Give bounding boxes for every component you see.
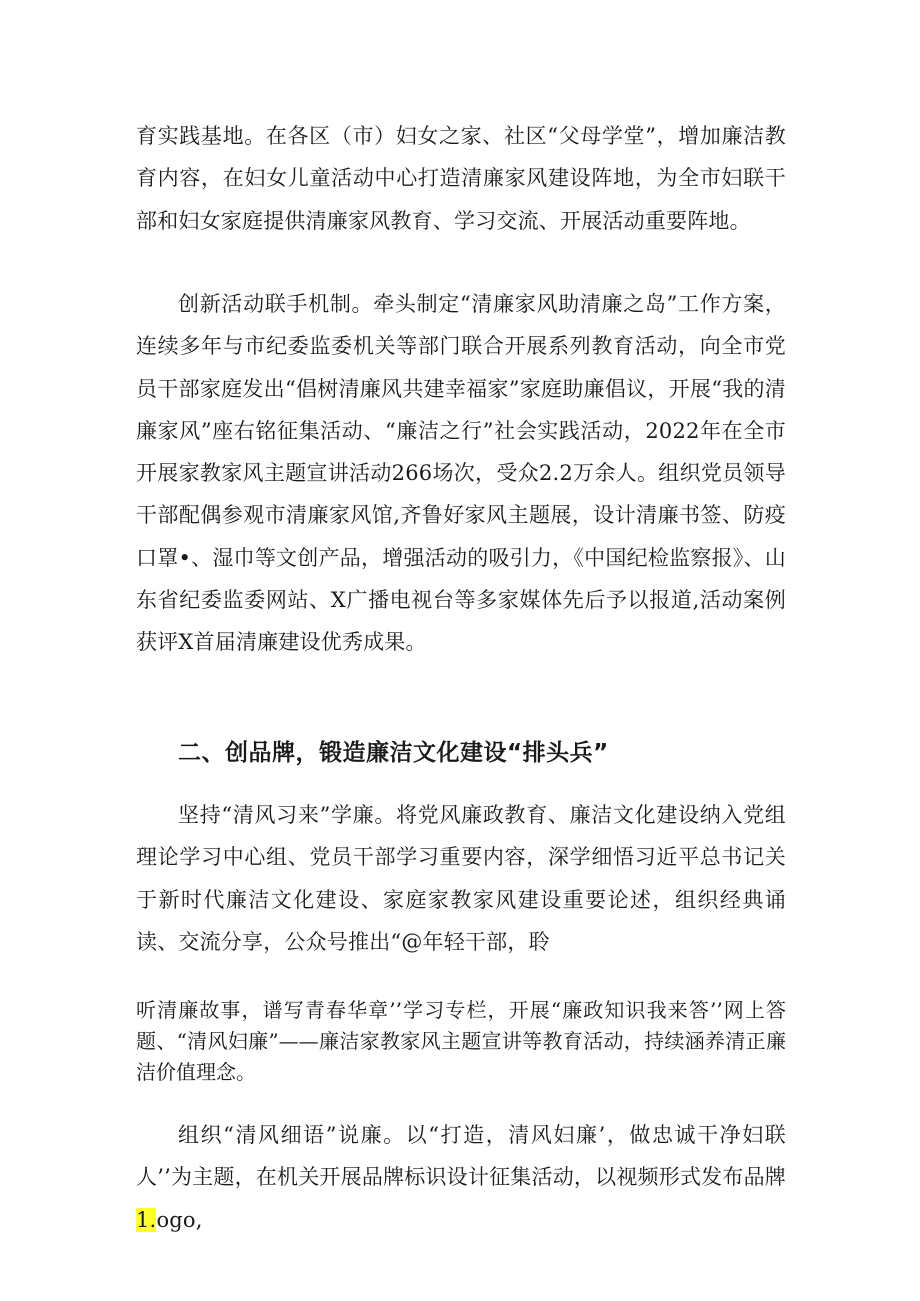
highlighted-text: 1. xyxy=(136,1207,157,1232)
paragraph-learning-continued: 听清廉故事，谱写青春华章’’学习专栏，开展“廉政知识我来答’’网上答题、“清风妇廉”——廉洁家教家风主题宣讲等教育活动，持续涵养清正廉洁价值理念。 xyxy=(136,998,786,1084)
brand-text-end: ogo, xyxy=(156,1207,203,1232)
brand-text: 组织“清风细语”说廉。以“打造，清风妇廉’，做忠诚干净妇联人’’为主题，在机关开展品牌标识设计征集活动，以视频形式发布品牌 xyxy=(136,1123,786,1190)
paragraph-brand-logo xyxy=(136,1114,786,1241)
paragraph-learning-integrity: 坚持“清风习来”学廉。将党风廉政教育、廉洁文化建设纳入党组理论学习中心组、党员干部学习重要内容，深学细悟习近平总书记关于新时代廉洁文化建设、家庭家教家风建设重要论述，组织经典诵读、交流分享，公众号推出“@年轻干部，聆 xyxy=(136,803,786,954)
paragraph-practice-base: 育实践基地。在各区（市）妇女之家、社区“父母学堂”，增加廉洁教育内容，在妇女儿童活动中心打造清廉家风建设阵地，为全市妇联干部和妇女家庭提供清廉家风教育、学习交流、开展活动重要阵地。 xyxy=(136,124,786,233)
paragraph-activity-mechanism: 创新活动联手机制。牵头制定“清廉家风助清廉之岛”工作方案，连续多年与市纪委监委机关等部门联合开展系列教育活动，向全市党员干部家庭发出“倡树清廉风共建幸福家”家庭助廉倡议，开展“我的清廉家风”座右铭征集活动、“廉洁之行”社会实践活动，2022年在全市开展家教家风主题宣讲活动266场次，受众2.2万余人。组织党员领导干部配偶参观市清廉家风馆,齐鲁好家风主题展，设计清廉书签、防疫口罩•、湿巾等文创产品，增强活动的吸引力，《中国纪检监察报》、山东省纪委监委网站、X广播电视台等多家媒体先后予以报道,活动案例获评X首届清廉建设优秀成果。 xyxy=(136,292,786,655)
section-heading: 二、创品牌，锻造廉洁文化建设“排头兵” xyxy=(178,740,609,766)
